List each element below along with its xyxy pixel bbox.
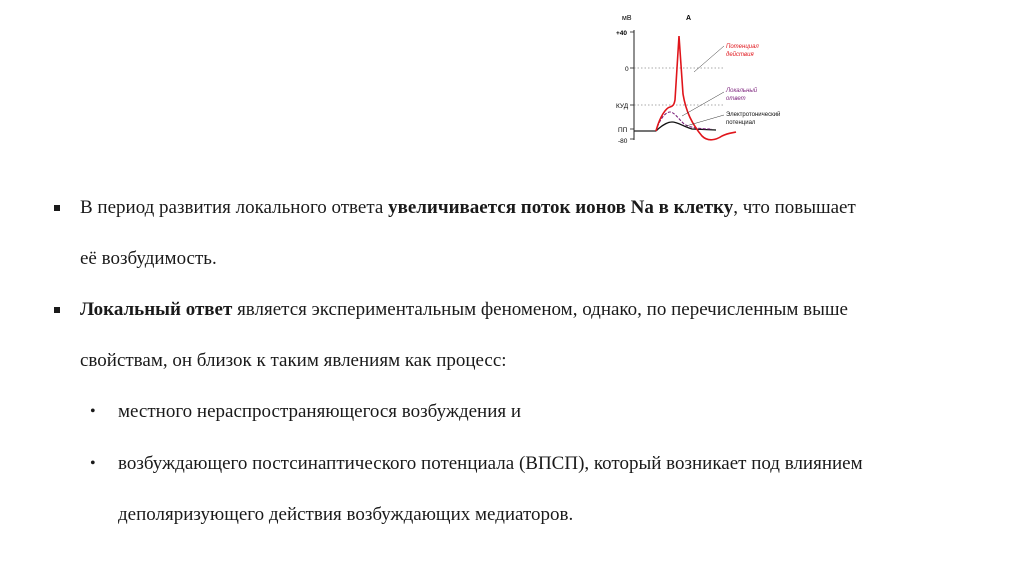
dot-bullet-icon: •: [90, 403, 96, 420]
annotation-electro-2: потенциал: [726, 120, 756, 126]
dot-bullet-icon: •: [90, 455, 96, 472]
square-bullet-icon: [54, 307, 60, 313]
text-run: является экспериментальным феноменом, однако, по перечисленным выше: [232, 299, 848, 320]
bullet-1-line-2: [80, 247, 217, 271]
annotation-electro-1: Электротонический: [726, 112, 781, 118]
y-label-pp: ПП: [618, 127, 628, 134]
y-label-minus80: -80: [618, 138, 628, 145]
annotation-local-1: Локальный: [726, 88, 758, 94]
text-run: свойствам, он близок к таким явлениям как процесс:: [80, 350, 507, 371]
y-label-plus40: +40: [616, 30, 628, 37]
y-label-kud: КУД: [616, 103, 629, 110]
bold-text-run: увеличивается поток ионов Na в клетку: [388, 197, 734, 218]
text-run: В период развития локального ответа: [80, 197, 389, 218]
annotation-action-2: действия: [726, 52, 754, 58]
annotation-action-1: Потенциал: [726, 44, 759, 50]
bullet-2-line-2: [80, 349, 507, 373]
text-run: , что повышает: [733, 197, 856, 218]
bold-text-run: Локальный ответ: [80, 299, 233, 320]
bullet-1-line-1: [80, 196, 856, 220]
bullet-2-line-1: [80, 298, 848, 322]
square-bullet-icon: [54, 205, 60, 211]
y-label-zero: 0: [625, 66, 629, 73]
unit-label: мВ: [622, 15, 632, 22]
text-run: её возбудимость.: [80, 248, 217, 269]
annotation-local-2: ответ: [726, 96, 746, 102]
subbullet-2-line-1: возбуждающего постсинаптического потенциала (ВПСП), который возникает под влиянием: [118, 453, 863, 474]
panel-label: А: [686, 15, 692, 22]
subbullet-2-line-2: деполяризующего действия возбуждающих медиаторов.: [118, 504, 574, 525]
subbullet-1-line-1: местного нераспространяющегося возбуждения и: [118, 401, 522, 422]
